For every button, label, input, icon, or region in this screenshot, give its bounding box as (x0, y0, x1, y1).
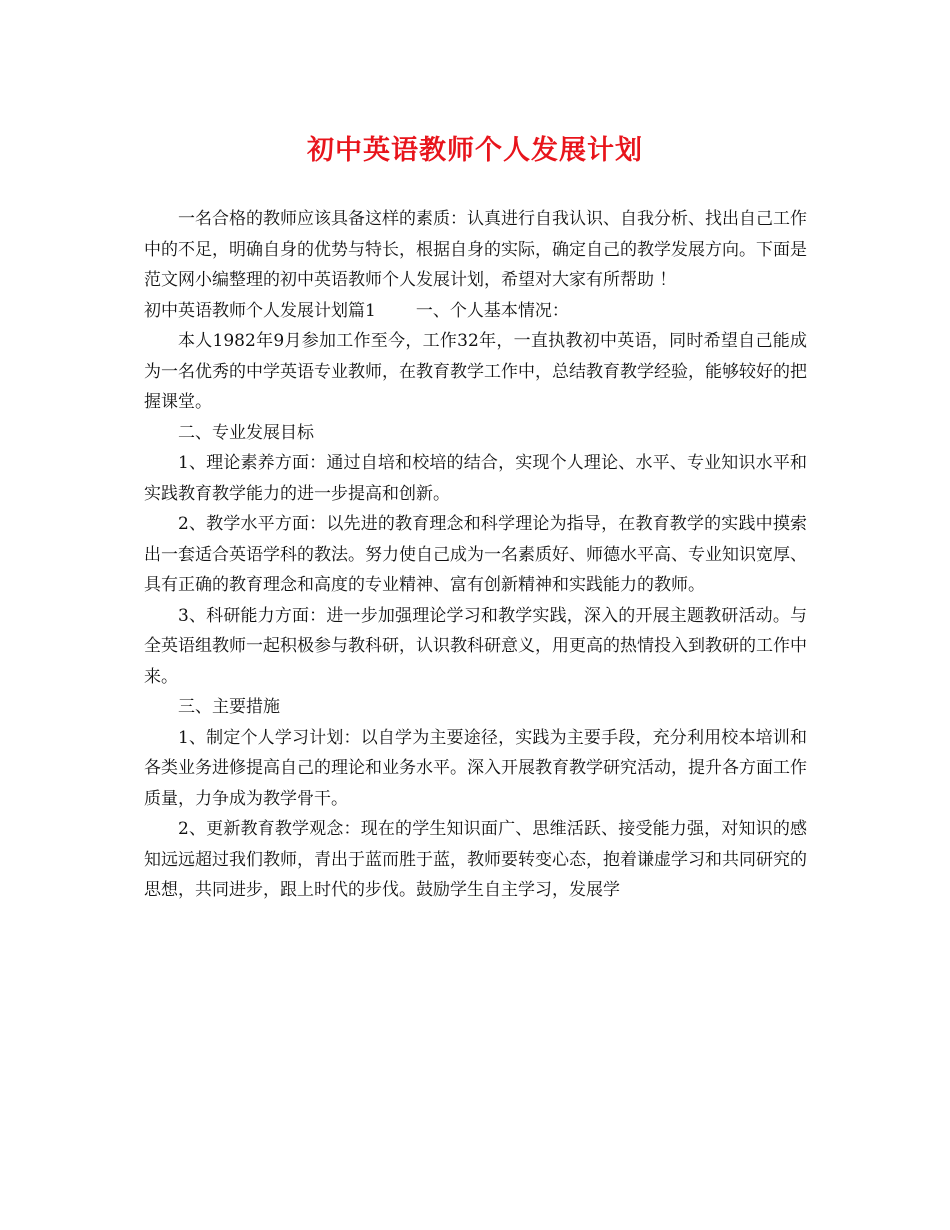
document-title: 初中英语教师个人发展计划 (307, 135, 643, 166)
section-heading-basic-info: 一、个人基本情况： (415, 300, 569, 321)
section-heading-measures: 三、主要措施 (178, 697, 280, 717)
basic-info-paragraph: 本人1982年9月参加工作至今，工作32年，一直执教初中英语，同时希望自己能成为一名优秀的中学英语专业教师，在教育教学工作中，总结教育教学经验，能够较好的把握课堂。 (144, 331, 807, 412)
intro-paragraph: 一名合格的教师应该具备这样的素质：认真进行自我认识、自我分析、找出自己工作中的不足，明确自身的优势与特长，根据自身的实际，确定自己的教学发展方向。下面是范文网小编整理的初中英语教师个人发展计划，希望对大家有所帮助 ！ (144, 209, 807, 290)
article-heading-line (144, 296, 807, 327)
goal-teaching-paragraph: 2、教学水平方面：以先进的教育理念和科学理论为指导，在教育教学的实践中摸索出一套适合英语学科的教法。努力使自己成为一名素质好、师德水平高、专业知识宽厚、具有正确的教育理念和高度的专业精神、富有创新精神和实践能力的教师。 (144, 514, 807, 595)
measure-concept-paragraph: 2、更新教育教学观念：现在的学生知识面广、思维活跃、接受能力强，对知识的感知远远超过我们教师，青出于蓝而胜于蓝，教师要转变心态，抱着谦虚学习和共同研究的思想，共同进步，跟上时代的步伐。鼓励学生自主学习，发展学 (144, 819, 807, 900)
goal-theory-paragraph: 1、理论素养方面：通过自培和校培的结合，实现个人理论、水平、专业知识水平和实践教育教学能力的进一步提高和创新。 (144, 453, 807, 504)
goal-research-paragraph: 3、科研能力方面：进一步加强理论学习和教学实践，深入的开展主题教研活动。与全英语组教师一起积极参与教科研，认识教科研意义，用更高的热情投入到教研的工作中来。 (144, 605, 807, 687)
document-body (144, 204, 807, 906)
measure-study-plan-paragraph: 1、制定个人学习计划：以自学为主要途径，实践为主要手段，充分利用校本培训和各类业务进修提高自己的理论和业务水平。深入开展教育教学研究活动，提升各方面工作质量，力争成为教学骨干。 (144, 727, 807, 809)
article-heading: 初中英语教师个人发展计划篇1 (144, 300, 376, 321)
section-heading-goals: 二、专业发展目标 (178, 422, 314, 443)
